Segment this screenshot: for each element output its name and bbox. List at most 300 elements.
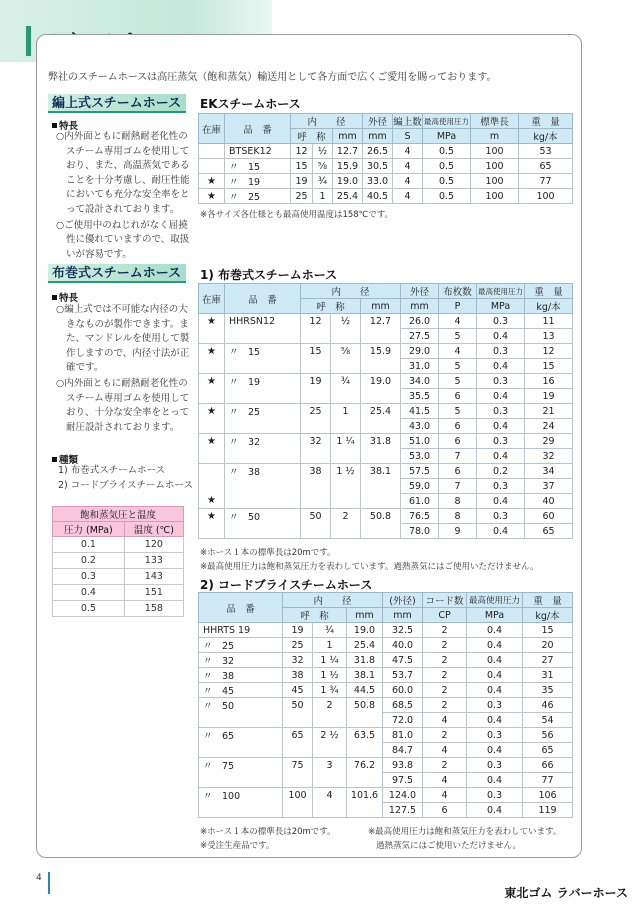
header-ply-unit: P: [439, 299, 477, 314]
header-layers-unit: S: [393, 129, 423, 144]
nominal-inch-cell: [331, 479, 361, 494]
ply-cell: 7: [439, 449, 477, 464]
braided-bullet-1: ○内外面ともに耐熱耐老化性のスチーム専用ゴムを使用しており、また、高温蒸気であることを十分考慮し、耐圧性能においても充分な安全率をとって設計されております。: [56, 131, 190, 215]
pressure-cell: 0.3: [477, 374, 525, 389]
part-number-cell: [225, 524, 301, 539]
footer-accent: [48, 872, 50, 894]
header-id: 内 径: [283, 593, 383, 608]
header-length-unit: m: [471, 129, 519, 144]
part-number-cell: [225, 419, 301, 434]
cord-cell: 4: [423, 713, 467, 728]
nominal-inch-cell: [331, 329, 361, 344]
pressure-cell: 0.4: [467, 638, 523, 653]
ek-spec-table: [198, 113, 573, 204]
table-row: [199, 683, 573, 698]
weight-cell: 56: [523, 728, 573, 743]
table-row: [199, 623, 573, 638]
weight-cell: 37: [525, 479, 573, 494]
part-number-cell: [199, 773, 283, 788]
id-mm-cell: 15.9: [333, 159, 363, 174]
od-cell: 72.0: [383, 713, 423, 728]
weight-cell: 15: [525, 359, 573, 374]
pressure-cell: 0.3: [477, 509, 525, 524]
ply-cell: 9: [439, 524, 477, 539]
nominal-mm-cell: 32: [301, 434, 331, 449]
nominal-mm-cell: 19: [283, 623, 313, 638]
ply-cell: 5: [439, 374, 477, 389]
part-number-cell: 〃 65: [199, 728, 283, 743]
stock-cell: [199, 144, 225, 159]
id-mm-cell: [347, 773, 383, 788]
id-mm-cell: [361, 479, 401, 494]
part-number-cell: [225, 359, 301, 374]
header-stock: 在庫: [199, 114, 225, 144]
id-mm-cell: 63.5: [347, 728, 383, 743]
part-number-cell: 〃 32: [225, 434, 301, 449]
part-number-cell: 〃 38: [225, 464, 301, 479]
weight-cell: 19: [525, 389, 573, 404]
header-od-unit: mm: [401, 299, 439, 314]
id-mm-cell: 76.2: [347, 758, 383, 773]
od-cell: 30.5: [363, 159, 393, 174]
nominal-inch-cell: ⅝: [331, 344, 361, 359]
od-cell: 93.8: [383, 758, 423, 773]
od-cell: 78.0: [401, 524, 439, 539]
pressure-cell: 0.4: [467, 683, 523, 698]
wrapped-bullet-1: ○編上式では不可能な内径の大きなものが製作できます。また、マンドレルを使用して製作しますので、内径寸法が正確です。: [56, 304, 190, 374]
nominal-inch-cell: ¾: [331, 374, 361, 389]
nominal-mm-cell: 15: [291, 159, 313, 174]
weight-cell: 35: [523, 683, 573, 698]
id-mm-cell: 38.1: [361, 464, 401, 479]
weight-cell: 24: [525, 419, 573, 434]
od-cell: 26.5: [363, 144, 393, 159]
nominal-mm-cell: 19: [301, 374, 331, 389]
od-cell: 40.0: [383, 638, 423, 653]
hhrts-note-2: ※受注生産品です。: [200, 841, 275, 851]
stock-cell: ★: [199, 314, 225, 329]
nominal-mm-cell: [283, 803, 313, 818]
nominal-mm-cell: 65: [283, 728, 313, 743]
id-mm-cell: 38.1: [347, 668, 383, 683]
cell: 0.2: [53, 553, 125, 569]
id-mm-cell: [361, 389, 401, 404]
part-number-cell: [199, 713, 283, 728]
header-od: 外径: [401, 284, 439, 299]
table-row: [53, 569, 184, 585]
table-row: [199, 494, 573, 509]
od-cell: 84.7: [383, 743, 423, 758]
stock-cell: ★: [199, 494, 225, 509]
header-weight: 重 量: [519, 114, 573, 129]
weight-cell: 20: [523, 638, 573, 653]
hhrts-spec-table: [198, 592, 573, 818]
weight-cell: 29: [525, 434, 573, 449]
table-row: [199, 329, 573, 344]
part-number-cell: 〃 38: [199, 668, 283, 683]
weight-cell: 11: [525, 314, 573, 329]
stock-cell: ★: [199, 434, 225, 449]
part-number-cell: 〃 25: [225, 189, 291, 204]
ply-cell: 6: [439, 419, 477, 434]
header-mm: mm: [361, 299, 401, 314]
weight-cell: 16: [525, 374, 573, 389]
header-part: 品 番: [199, 593, 283, 623]
type-item: 2) コードブライスチームホース: [58, 480, 193, 491]
ply-cell: 6: [439, 464, 477, 479]
pressure-cell: 0.4: [467, 668, 523, 683]
part-number-cell: [199, 803, 283, 818]
nominal-inch-cell: ½: [313, 144, 333, 159]
cell: 133: [124, 553, 183, 569]
cell: 0.4: [53, 585, 125, 601]
header-weight: 重 量: [525, 284, 573, 299]
nominal-mm-cell: [301, 419, 331, 434]
ply-cell: 7: [439, 479, 477, 494]
nominal-mm-cell: 12: [301, 314, 331, 329]
id-mm-cell: 50.8: [361, 509, 401, 524]
part-number-cell: 〃 25: [199, 638, 283, 653]
nominal-mm-cell: [301, 389, 331, 404]
table-row: [199, 638, 573, 653]
nominal-mm-cell: 75: [283, 758, 313, 773]
pressure-cell: 0.4: [477, 449, 525, 464]
stock-cell: ★: [199, 344, 225, 359]
nominal-inch-cell: [313, 773, 347, 788]
nominal-inch-cell: [313, 743, 347, 758]
pressure-cell: 0.4: [477, 419, 525, 434]
header-length: 標準長: [471, 114, 519, 129]
id-mm-cell: [361, 419, 401, 434]
brand-name: 東北ゴム ラバーホース: [504, 886, 628, 900]
nominal-inch-cell: [331, 494, 361, 509]
braided-bullet-2: ○ご使用中のねじれがなく屈撓性に優れていますので、取扱いが容易です。: [56, 219, 190, 260]
nominal-inch-cell: [331, 449, 361, 464]
weight-cell: 32: [525, 449, 573, 464]
nominal-mm-cell: 32: [283, 653, 313, 668]
saturation-title: 飽和蒸気圧と温度: [53, 507, 184, 522]
nominal-inch-cell: 4: [313, 788, 347, 803]
weight-cell: 65: [525, 524, 573, 539]
pressure-cell: 0.4: [467, 713, 523, 728]
table-row: [199, 509, 573, 524]
pressure-cell: 0.4: [467, 743, 523, 758]
weight-cell: 13: [525, 329, 573, 344]
stock-cell: [199, 359, 225, 374]
part-number-cell: HHRTS 19: [199, 623, 283, 638]
od-cell: 27.5: [401, 329, 439, 344]
nominal-mm-cell: [301, 479, 331, 494]
table-row: [199, 653, 573, 668]
nominal-inch-cell: ⅝: [313, 159, 333, 174]
length-cell: 100: [471, 174, 519, 189]
weight-cell: 65: [519, 159, 573, 174]
stock-cell: [199, 329, 225, 344]
pressure-cell: 0.3: [467, 788, 523, 803]
stock-cell: ★: [199, 174, 225, 189]
weight-cell: 40: [525, 494, 573, 509]
table-row: [199, 404, 573, 419]
weight-cell: 27: [523, 653, 573, 668]
cord-cell: 6: [423, 803, 467, 818]
nominal-inch-cell: 1 ½: [331, 464, 361, 479]
id-mm-cell: [347, 713, 383, 728]
weight-cell: 21: [525, 404, 573, 419]
weight-cell: 12: [525, 344, 573, 359]
pressure-cell: 0.3: [477, 434, 525, 449]
nominal-mm-cell: [301, 524, 331, 539]
hhrsn-note-2: ※最高使用圧力は飽和蒸気圧力を表わしています。過熱蒸気にはご使用いただけません。: [200, 562, 539, 572]
table-row: [199, 464, 573, 479]
nominal-mm-cell: 12: [291, 144, 313, 159]
nominal-inch-cell: 3: [313, 758, 347, 773]
od-cell: 29.0: [401, 344, 439, 359]
nominal-inch-cell: [331, 389, 361, 404]
cord-cell: 2: [423, 728, 467, 743]
table-row: [199, 314, 573, 329]
type-item: 1) 布巻式スチームホース: [58, 465, 166, 476]
part-number-cell: [225, 329, 301, 344]
pressure-cell: 0.4: [477, 359, 525, 374]
stock-cell: ★: [199, 189, 225, 204]
pressure-cell: 0.4: [477, 389, 525, 404]
ek-table-title: EKスチームホース: [200, 97, 301, 111]
nominal-mm-cell: [301, 494, 331, 509]
table-row: [199, 159, 573, 174]
table-row: [199, 758, 573, 773]
od-cell: 51.0: [401, 434, 439, 449]
header-id: 内 径: [301, 284, 401, 299]
length-cell: 100: [471, 159, 519, 174]
nominal-mm-cell: 45: [283, 683, 313, 698]
header-mm: mm: [347, 608, 383, 623]
layers-cell: 4: [393, 144, 423, 159]
stock-cell: [199, 389, 225, 404]
nominal-inch-cell: ½: [331, 314, 361, 329]
nominal-mm-cell: [283, 713, 313, 728]
part-number-cell: 〃 100: [199, 788, 283, 803]
nominal-inch-cell: [331, 419, 361, 434]
stock-cell: [199, 479, 225, 494]
nominal-inch-cell: ¾: [313, 623, 347, 638]
table-row: [199, 773, 573, 788]
ply-cell: 8: [439, 494, 477, 509]
id-mm-cell: 15.9: [361, 344, 401, 359]
header-nominal: 呼 称: [283, 608, 347, 623]
od-cell: 57.5: [401, 464, 439, 479]
hhrts-note-1: ※ホース１本の標準長は20mです。: [200, 827, 336, 837]
pressure-cell: 0.4: [477, 494, 525, 509]
header-od: 外径: [363, 114, 393, 129]
part-number-cell: BTSEK12: [225, 144, 291, 159]
weight-cell: 31: [523, 668, 573, 683]
part-number-cell: HHRSN12: [225, 314, 301, 329]
nominal-mm-cell: 19: [291, 174, 313, 189]
part-number-cell: 〃 45: [199, 683, 283, 698]
od-cell: 32.5: [383, 623, 423, 638]
stock-cell: [199, 419, 225, 434]
table-row: [199, 419, 573, 434]
header-wp: 最高使用圧力: [423, 114, 471, 129]
header-wp-unit: MPa: [477, 299, 525, 314]
od-cell: 68.5: [383, 698, 423, 713]
pressure-cell: 0.5: [423, 144, 471, 159]
cord-cell: 2: [423, 758, 467, 773]
ply-cell: 6: [439, 389, 477, 404]
ply-cell: 4: [439, 344, 477, 359]
od-cell: 41.5: [401, 404, 439, 419]
od-cell: 53.7: [383, 668, 423, 683]
braided-features: [56, 130, 190, 263]
id-mm-cell: 19.0: [347, 623, 383, 638]
table-row: [199, 144, 573, 159]
pressure-cell: 0.5: [423, 174, 471, 189]
table-row: [199, 344, 573, 359]
cord-cell: 2: [423, 683, 467, 698]
cell: 158: [124, 601, 183, 617]
weight-cell: 34: [525, 464, 573, 479]
weight-cell: 77: [523, 773, 573, 788]
part-number-cell: 〃 15: [225, 344, 301, 359]
cell: 120: [124, 537, 183, 553]
header-wp-unit: MPa: [423, 129, 471, 144]
header-cord: コード数: [423, 593, 467, 608]
od-cell: 60.0: [383, 683, 423, 698]
header-cord-unit: CP: [423, 608, 467, 623]
pressure-cell: 0.2: [477, 464, 525, 479]
stock-cell: [199, 524, 225, 539]
ply-cell: 6: [439, 434, 477, 449]
header-od: (外径): [383, 593, 423, 608]
pressure-cell: 0.3: [477, 404, 525, 419]
pressure-cell: 0.3: [477, 479, 525, 494]
id-mm-cell: [347, 743, 383, 758]
id-mm-cell: 25.4: [347, 638, 383, 653]
pressure-cell: 0.4: [467, 773, 523, 788]
part-number-cell: 〃 19: [225, 374, 301, 389]
nominal-inch-cell: 1 ½: [313, 668, 347, 683]
part-number-cell: 〃 19: [225, 174, 291, 189]
nominal-inch-cell: 2: [331, 509, 361, 524]
wrapped-features: [56, 303, 190, 436]
nominal-inch-cell: 1 ¾: [313, 683, 347, 698]
weight-cell: 60: [525, 509, 573, 524]
nominal-inch-cell: [313, 803, 347, 818]
nominal-mm-cell: 50: [301, 509, 331, 524]
layers-cell: 4: [393, 174, 423, 189]
col-temperature: 温度 (℃): [124, 522, 183, 537]
table-row: [199, 668, 573, 683]
part-number-cell: [225, 389, 301, 404]
table-row: [199, 803, 573, 818]
header-weight-unit: kg/本: [523, 608, 573, 623]
hhrts-note-3: ※最高使用圧力は飽和蒸気圧力を表わしています。: [368, 827, 562, 837]
nominal-mm-cell: [301, 329, 331, 344]
od-cell: 34.0: [401, 374, 439, 389]
table-row: [199, 189, 573, 204]
part-number-cell: [225, 479, 301, 494]
braided-feature-label: 特長: [52, 118, 78, 132]
id-mm-cell: 19.0: [361, 374, 401, 389]
od-cell: 40.5: [363, 189, 393, 204]
saturation-table: [52, 506, 184, 617]
nominal-mm-cell: 25: [291, 189, 313, 204]
cord-cell: 2: [423, 668, 467, 683]
intro-text: 弊社のスチームホースは高圧蒸気（飽和蒸気）輸送用として各方面で広くご愛用を賜っております。: [48, 72, 497, 83]
id-mm-cell: 25.4: [333, 189, 363, 204]
pressure-cell: 0.5: [423, 159, 471, 174]
table-row: [199, 449, 573, 464]
id-mm-cell: [361, 449, 401, 464]
cord-cell: 4: [423, 773, 467, 788]
od-cell: 47.5: [383, 653, 423, 668]
nominal-mm-cell: 100: [283, 788, 313, 803]
part-number-cell: 〃 25: [225, 404, 301, 419]
id-mm-cell: [361, 494, 401, 509]
nominal-mm-cell: 38: [283, 668, 313, 683]
hhrsn-table-title: 1) 布巻式スチームホース: [200, 268, 338, 282]
id-mm-cell: 31.8: [361, 434, 401, 449]
hhrts-table-title: 2) コードブライスチームホース: [200, 578, 373, 592]
id-mm-cell: 44.5: [347, 683, 383, 698]
cord-cell: 4: [423, 743, 467, 758]
od-cell: 97.5: [383, 773, 423, 788]
table-row: [199, 743, 573, 758]
header-weight-unit: kg/本: [519, 129, 573, 144]
weight-cell: 53: [519, 144, 573, 159]
table-row: [199, 728, 573, 743]
pressure-cell: 0.3: [467, 698, 523, 713]
id-mm-cell: [361, 359, 401, 374]
nominal-mm-cell: [283, 773, 313, 788]
pressure-cell: 0.4: [467, 803, 523, 818]
wrapped-bullet-2: ○内外面ともに耐熱耐老化性のスチーム専用ゴムを使用しており、十分な安全率をとって耐圧設計されております。: [56, 377, 190, 433]
table-row: [53, 601, 184, 617]
nominal-inch-cell: 1: [313, 189, 333, 204]
ply-cell: 5: [439, 404, 477, 419]
table-row: [53, 537, 184, 553]
id-mm-cell: 101.6: [347, 788, 383, 803]
nominal-inch-cell: 2 ½: [313, 728, 347, 743]
nominal-inch-cell: ¾: [313, 174, 333, 189]
weight-cell: 65: [523, 743, 573, 758]
od-cell: 26.0: [401, 314, 439, 329]
od-cell: 81.0: [383, 728, 423, 743]
header-part: 品 番: [225, 114, 291, 144]
ek-note: ※各サイズ各仕様とも最高使用温度は158℃です。: [200, 210, 394, 220]
header-od-unit: mm: [383, 608, 423, 623]
header-mm: mm: [333, 129, 363, 144]
pressure-cell: 0.4: [477, 524, 525, 539]
od-cell: 33.0: [363, 174, 393, 189]
part-number-cell: 〃 32: [199, 653, 283, 668]
layers-cell: 4: [393, 189, 423, 204]
od-cell: 35.5: [401, 389, 439, 404]
header-nominal: 呼 称: [291, 129, 333, 144]
header-id: 内 径: [291, 114, 363, 129]
weight-cell: 100: [519, 189, 573, 204]
wrapped-feature-label: 特長: [52, 290, 78, 304]
header-part: 品 番: [225, 284, 301, 314]
stock-cell: ★: [199, 404, 225, 419]
stock-cell: [199, 159, 225, 174]
nominal-mm-cell: 25: [301, 404, 331, 419]
part-number-cell: 〃 50: [225, 509, 301, 524]
od-cell: 59.0: [401, 479, 439, 494]
cell: 0.1: [53, 537, 125, 553]
id-mm-cell: 12.7: [361, 314, 401, 329]
od-cell: 31.0: [401, 359, 439, 374]
